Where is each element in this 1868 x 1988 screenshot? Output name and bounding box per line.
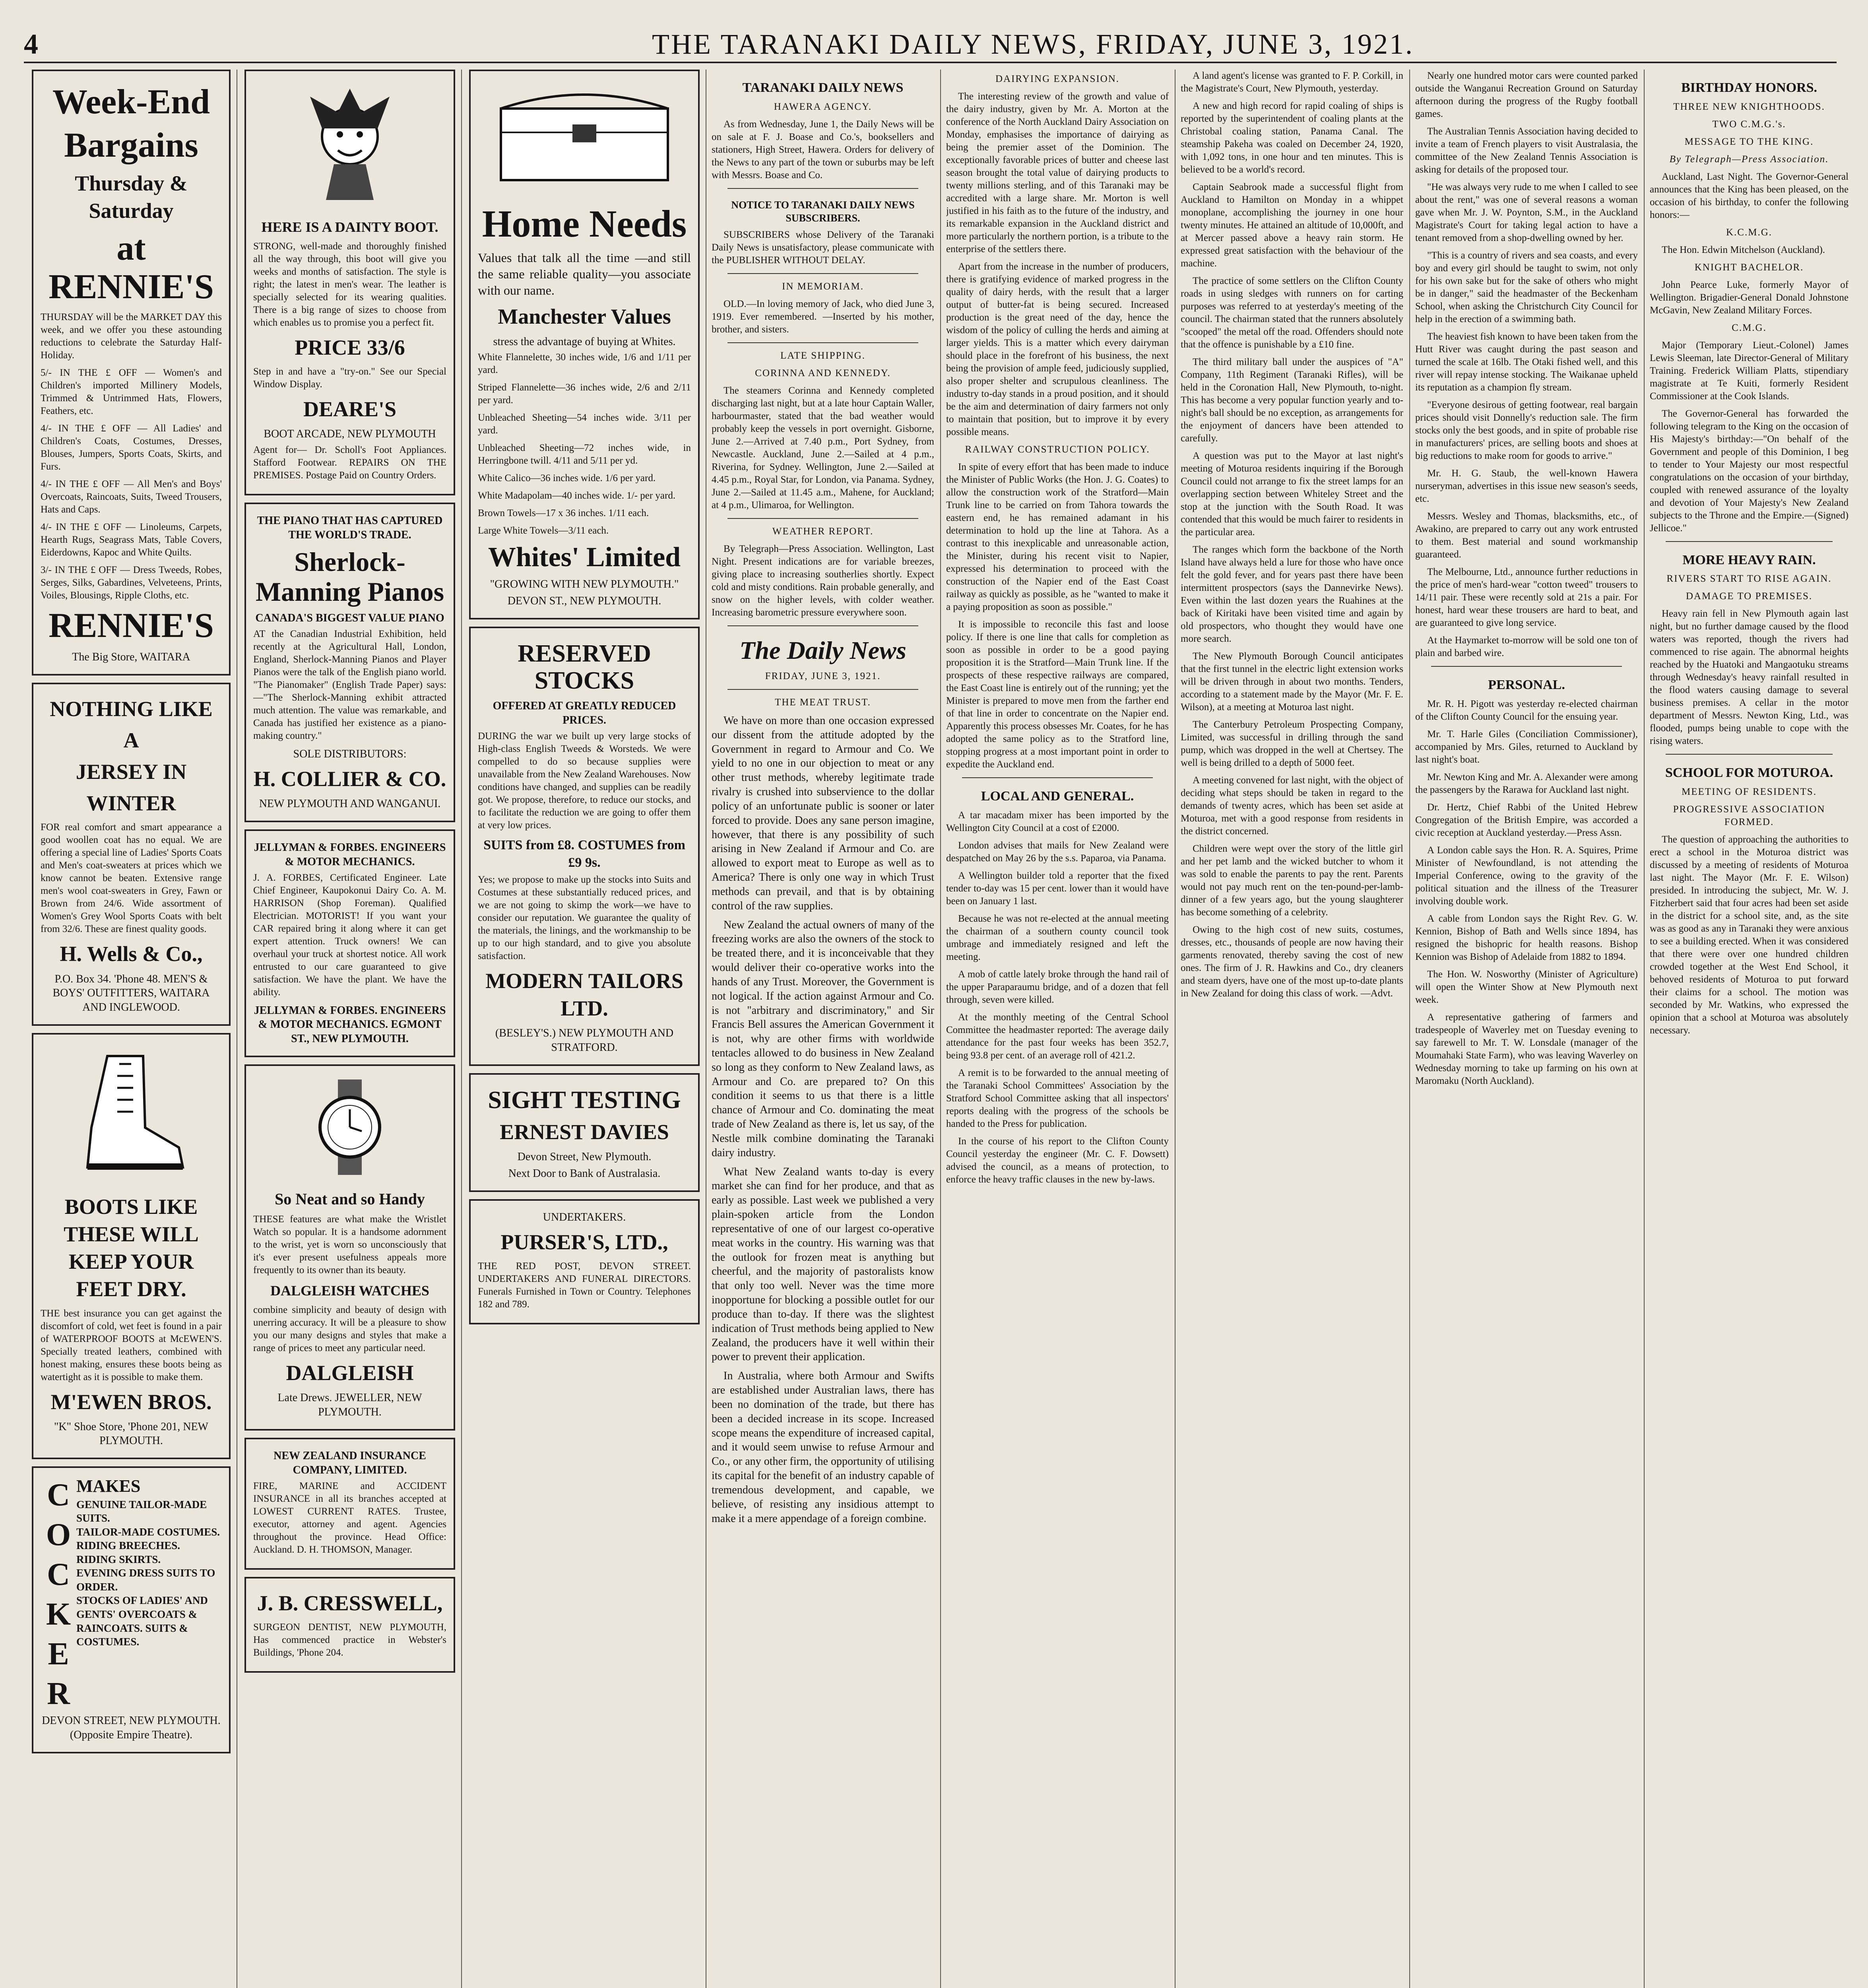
ad-firm-name: H. COLLIER & CO. bbox=[253, 767, 446, 791]
honor-heading: KNIGHT BACHELOR. bbox=[1694, 262, 1804, 273]
news-item: In the course of his report to the Clifton County Council yesterday the engineer (Mr. C. F. Dowsett) advised the council, as a means of protection, to enforce the heavy traffic clauses in the new by-laws. bbox=[946, 1136, 1169, 1185]
news-item: A meeting convened for last night, with the object of deciding what steps should be taken in regard to the demands of twenty acres, which has been set aside at Moturoa, met with a good response from residents in the district concerned. bbox=[1181, 775, 1403, 837]
news-item: Nearly one hundred motor cars were counted parked outside the Wanganui Recreation Ground on Saturday afternoon during the progress of the Rugby football games. bbox=[1415, 70, 1638, 119]
article-paragraph: The question of approaching the authorities to erect a school in the Moturoa district was discussed by a meeting of residents of Moturoa last night. The Mayor (Mr. F. E. Wilson) presided. In introducing the subject, Mr. W. J. Fitzherbert said that four acres had been set aside in the district for a school site, and, as the site was as good as any in Taranaki they were anxious to see a building erected. When it was considered that there were over one hundred children crowded together at the West End School, it behoved residents of Moturoa to put forward their claims for a school. The motion was seconded by Mr. Watkins, who expressed the opinion that a school at Moturoa was absolutely necessary. bbox=[1650, 834, 1849, 1036]
ad-body: AT the Canadian Industrial Exhibition, held recently at the Agricultural Hall, London, England, Sherlock-Manning Pianos and Player Pianos were the talk of the English piano world. "The Pianomaker" (English Trade Paper) says:—"The Sherlock-Manning exhibit attracted much attention. The value was remarkable, and Canada has justified her existence as a piano-making country." bbox=[253, 629, 446, 742]
editorial-paragraph: New Zealand the actual owners of many of the freezing works are also the owners of the stock to be treated there, and it is inconceivable that they would deliver their co-operative works into the hands of any Trust. Moreover, the Government is not logical. If the action against Armour and Co. is not "arbitrary and discriminatory," and Sir Francis Bell assures the American Government it is not, why are other firms with worldwide tentacles allowed to do business in New Zealand so long as they conform to New Zealand laws, as Armour and Co. are prepared to? On this condition it seems to us that there is a little chance of Armour and Co. dominating the meat trade of New Zealand as there is, let us say, of the Nestle milk combine dominating the Taranaki dairy industry. bbox=[712, 918, 934, 1159]
ad-item: RIDING SKIRTS. bbox=[76, 1553, 161, 1565]
ad-offer: 4/- IN THE £ OFF — Linoleums, Carpets, Hearth Rugs, Seagrass Mats, Table Covers, Eiderdowns, Kapoc and White Quilts. bbox=[41, 522, 222, 558]
article-paragraph: The interesting review of the growth and value of the dairy industry, given by Mr. A. Morton at the conference of the North Auckland Dairy Association on Monday, emphasises the importance of dairying as being the premier asset of the Dominion. The exceptionally favorable prices of butter and cheese last season brought the total value of dairying products to twenty millions sterling, and of this Taranaki may be accredited with a large share. Mr. Morton is well justified in his faith as to the future of the industry, and its remarkable expansion in the Auckland district and more particularly the northern portion, is a tribute to the enterprise of the settlers there. bbox=[946, 91, 1169, 254]
personal-item: Dr. Hertz, Chief Rabbi of the United Hebrew Congregation of the British Empire, was accorded a civic reception at Auckland yesterday.—Press Assn. bbox=[1415, 802, 1638, 838]
news-item: A tar macadam mixer has been imported by the Wellington City Council at a cost of £2000. bbox=[946, 810, 1169, 833]
ad-headline: Home Needs bbox=[482, 202, 687, 245]
column-5 bbox=[946, 70, 1169, 1988]
section-title: IN MEMORIAM. bbox=[782, 281, 864, 292]
news-item: The New Plymouth Borough Council anticipates that the first tunnel in the electric light extension works will be driven through in about two months. Tenders, according to a statement made by the Mayor (Mr. F. E. Wilson), at a meeting at Moturoa last night. bbox=[1181, 651, 1403, 712]
article-paragraph: Major (Temporary Lieut.-Colonel) James Lewis Sleeman, late Director-General of Military Training. Frederick William Platts, stipendiary magistrate at Te Kuiti, formerly Resident Commissioner at the Cook Islands. bbox=[1650, 340, 1849, 402]
news-item: "He was always very rude to me when I called to see about the rent," was one of several reasons a woman gave when Mr. J. W. Poynton, S.M., in the Auckland Magistrate's Court for taking legal action to have a tenant removed from a shop-dwelling owned by her. bbox=[1415, 182, 1638, 243]
ad-headline: HERE IS A DAINTY BOOT. bbox=[261, 219, 438, 235]
dalgleish-advert bbox=[244, 1064, 455, 1431]
besley-advert bbox=[469, 627, 700, 1066]
page-header bbox=[24, 28, 1837, 63]
news-item: A land agent's license was granted to F. P. Corkill, in the Magistrate's Court, New Plymouth, yesterday. bbox=[1181, 70, 1403, 94]
ad-body: FOR real comfort and smart appearance a good woollen coat has no equal. We are offering a special line of Ladies' Sports Coats and Men's coat-sweaters at prices which we know cannot be beaten. Extensive range men's wool coat-sweaters in Grey, Fawn or Brown from 24/6. Wide assortment of Women's Grey Wool Sports Coats with belt from 32/6. These are finest quality goods. bbox=[41, 822, 222, 935]
column-2 bbox=[244, 70, 455, 1988]
personal-item: Mr. R. H. Pigott was yesterday re-elected chairman of the Clifton County Council for the ensuing year. bbox=[1415, 698, 1638, 722]
ad-body: SURGEON DENTIST, NEW PLYMOUTH, Has commenced practice in Webster's Buildings, 'Phone 204. bbox=[253, 1621, 446, 1658]
divider bbox=[1666, 754, 1833, 755]
news-item: The Canterbury Petroleum Prospecting Company, Limited, was successful in drilling through the sand pump, which was dropped in the well at Chertsey. The well is being drilled to a depth of 5000 feet. bbox=[1181, 719, 1403, 768]
ad-body: STRONG, well-made and thoroughly finished all the way through, this boot will give you weeks and months of satisfaction. The style is right; the latest in men's wear. The leather is specially selected for its wearing qualities. There is a big range of sizes to choose from which enables us to promise you a perfect fit. bbox=[253, 241, 446, 328]
page-number: 4 bbox=[24, 28, 40, 60]
cresswell-advert bbox=[244, 1577, 455, 1673]
divider bbox=[727, 188, 918, 189]
news-item: The ranges which form the backbone of the North Island have always held a lure for those who have once felt the gold fever, and for years past there have been intermittent prospectors (says the Dannevirke News). Even within the last dozen years the Ruahines at the back of Kiritaki have been visited time and again by old prospectors, who thought they would have one more search. bbox=[1181, 544, 1403, 644]
section-title: WEATHER REPORT. bbox=[772, 526, 874, 537]
ad-address: (BESLEY'S.) NEW PLYMOUTH AND STRATFORD. bbox=[495, 1027, 674, 1054]
ad-headline: BOOTS LIKE THESE WILL KEEP YOUR FEET DRY. bbox=[64, 1195, 199, 1301]
divider bbox=[727, 689, 918, 690]
notice-subtitle: HAWERA AGENCY. bbox=[774, 101, 872, 112]
ad-body: DURING the war we built up very large stocks of High-class English Tweeds & Worsteds. We were compelled to do so because supplies were unavailable from the New Zealand Warehouses. Now conditions have changed, and supplies can be readily got. We propose, therefore, to reduce our stocks, and to facilitate the reduction we are going to offer them at very low prices. bbox=[478, 731, 691, 831]
ad-headline: SIGHT TESTING bbox=[488, 1086, 681, 1114]
news-item: A mob of cattle lately broke through the hand rail of the upper Paraparaumu bridge, and of a dozen that fell through, seven were killed. bbox=[946, 969, 1169, 1005]
ad-body: THESE features are what make the Wristlet Watch so popular. It is a handsome adornment to the wrist, yet is worn so unconsciously that it's ever present usefulness appeals more frequently to its owner than its beauty. bbox=[253, 1214, 446, 1276]
column-4 bbox=[712, 70, 934, 1988]
ad-address: P.O. Box 34. 'Phone 48. MEN'S & BOYS' OUTFITTERS, WAITARA AND INGLEWOOD. bbox=[52, 973, 210, 1014]
trunk-illustration bbox=[489, 85, 680, 188]
column-7 bbox=[1415, 70, 1638, 1988]
column-rule bbox=[461, 70, 462, 1988]
ad-firm-name: M'EWEN BROS. bbox=[50, 1390, 212, 1414]
section-title: LOCAL AND GENERAL. bbox=[981, 789, 1134, 804]
ad-address: DEVON STREET, NEW PLYMOUTH. (Opposite Empire Theatre). bbox=[42, 1714, 221, 1741]
ad-firm-sub: BOOT ARCADE, NEW PLYMOUTH bbox=[264, 428, 436, 441]
personal-item: The Hon. W. Nosworthy (Minister of Agriculture) will open the Winter Show at New Plymouth next week. bbox=[1415, 969, 1638, 1005]
ad-headline: JELLYMAN & FORBES. ENGINEERS & MOTOR MECHANICS. bbox=[254, 841, 446, 868]
news-item: Messrs. Wesley and Thomas, blacksmiths, etc., of Awakino, are prepared to carry out any work entrusted to them. Best material and sound workmanship guaranteed. bbox=[1415, 511, 1638, 560]
article-paragraph: John Pearce Luke, formerly Mayor of Wellington. Brigadier-General Donald Johnstone McGavin, New Zealand Military Forces. bbox=[1650, 279, 1849, 316]
ad-item: White Flannelette, 30 inches wide, 1/6 and 1/11 per yard. bbox=[478, 352, 691, 376]
ad-slogan: "GROWING WITH NEW PLYMOUTH." bbox=[490, 578, 679, 591]
article-subtitle: THREE NEW KNIGHTHOODS. bbox=[1673, 101, 1825, 112]
ad-headline: A bbox=[123, 728, 139, 753]
column-3 bbox=[469, 70, 700, 1988]
ad-item: Brown Towels—17 x 36 inches. 1/11 each. bbox=[478, 508, 649, 519]
column-6 bbox=[1181, 70, 1403, 1988]
editorial-title: THE MEAT TRUST. bbox=[775, 697, 871, 708]
ad-prices: SUITS from £8. COSTUMES from £9 9s. bbox=[483, 838, 685, 870]
cocker-advert bbox=[32, 1466, 231, 1753]
ad-offer: 5/- IN THE £ OFF — Women's and Children's imported Millinery Models, Trimmed & Untrimmed Hats, Flowers, Feathers, etc. bbox=[41, 367, 222, 417]
ad-headline: Week-End bbox=[52, 83, 210, 121]
divider bbox=[1431, 666, 1622, 667]
ad-headline: Bargains bbox=[64, 126, 198, 165]
shipping-body: The steamers Corinna and Kennedy completed discharging last night, but at a late hour Captain Waller, harbourmaster, stated that the bad weather would probably keep the vessels in port overnight. Gisborne, June 2.—Arrived at 7.40 p.m., Port Sydney, from Newcastle. Auckland, June 2.—Sailed at 4 p.m., Riverina, for Sydney. Wellington, June 2.—Sailed at 4.45 p.m., Royal Star, for London, via Panama. Sydney, June 2.—Sailed at 11.45 a.m., Mahene, for Auckland; at 4 p.m., Ulimaroa, for Wellington. bbox=[712, 385, 934, 511]
whites-advert bbox=[469, 70, 700, 619]
ad-body: J. A. FORBES, Certificated Engineer. Late Chief Engineer, Kaupokonui Dairy Co. A. M. HARRISON (Shop Foreman). Qualified Electrician. MOTORIST! If you want your CAR repaired bring it along where it can get expert attention. Truck owners! We can overhaul your truck at shortest notice. All work entrusted to our care guaranteed to give satisfaction. We have the plant. We have the ability. bbox=[253, 872, 446, 998]
article-subtitle: TWO C.M.G.'s. bbox=[1712, 118, 1786, 130]
personal-item: A representative gathering of farmers and tradespeople of Waverley met on Tuesday evening to say farewell to Mr. T. W. Lonsdale (manager of the Moumahaki State Farm), who was leaving Waverley on Wednesday morning to take up farming on his own at Maromaku (North Auckland). bbox=[1415, 1011, 1638, 1086]
wristwatch-illustration bbox=[306, 1079, 394, 1175]
ad-item: EVENING DRESS SUITS TO ORDER. bbox=[76, 1567, 215, 1593]
memoriam-body: OLD.—In loving memory of Jack, who died June 3, 1919. Ever remembered. —Inserted by his mother, brother, and sisters. bbox=[712, 299, 934, 335]
ad-firm-name: PURSER'S, LTD., bbox=[500, 1230, 668, 1254]
column-rule bbox=[940, 70, 941, 1988]
article-subtitle: MESSAGE TO THE KING. bbox=[1684, 136, 1814, 147]
divider bbox=[962, 777, 1153, 778]
section-subtitle: CORINNA AND KENNEDY. bbox=[755, 368, 891, 379]
ad-headline: So Neat and so Handy bbox=[275, 1190, 425, 1208]
news-item: A new and high record for rapid coaling of ships is reported by the superintendent of coaling plants at the Christobal coaling station, Panama Canal. The steamship Pakeha was coaled on December 24, 1920, with 1,092 tons, in one hour and ten minutes. This is believed to be a world's record. bbox=[1181, 101, 1403, 175]
ad-item: MAKES bbox=[76, 1476, 141, 1496]
article-title: MORE HEAVY RAIN. bbox=[1682, 552, 1816, 567]
collier-advert bbox=[244, 503, 455, 822]
notice-title: NOTICE TO TARANAKI DAILY NEWS SUBSCRIBERS. bbox=[731, 199, 915, 224]
editorial-paragraph: We have on more than one occasion expressed our dissent from the attitude adopted by the Government in regard to Armour and Co. We yield to no one in our objection to meat or any other trust methods, whereby legitimate trade rivalry is crushed into subservience to the dollar policy of an unfortunate public is sooner or later forced to provide. Does any sane person imagine, however, that there is any possibility of such arising in New Zealand if Armour and Co. are allowed to export meat to Europe as well as to America? There is only one way in which Trust methods can prevail, and that is by obtaining control of the raw supplies. bbox=[712, 714, 934, 912]
article-title: DAIRYING EXPANSION. bbox=[995, 74, 1120, 84]
ad-firm-name: MODERN TAILORS LTD. bbox=[485, 969, 683, 1021]
article-paragraph: The Hon. Edwin Mitchelson (Auckland). bbox=[1662, 244, 1825, 255]
section-title: LATE SHIPPING. bbox=[780, 350, 866, 361]
news-item: A remit is to be forwarded to the annual meeting of the Taranaki School Committees' Association by the Stratford School Committee asking that all inspectors' reports dealing with the progress of the schools be handed to the Press for publication. bbox=[946, 1067, 1169, 1129]
ad-address: DEVON ST., NEW PLYMOUTH. bbox=[507, 595, 661, 608]
divider bbox=[727, 518, 918, 519]
ad-firm-name: J. B. CRESSWELL, bbox=[257, 1591, 443, 1615]
ad-footer-sub: The Big Store, WAITARA bbox=[72, 651, 190, 664]
column-rule bbox=[1644, 70, 1645, 1988]
news-item: "This is a country of rivers and sea coasts, and every boy and every girl should be taught to swim, not only for his own sake but for the sake of others who might be in danger," said the headmaster of the Beckenham School, when asking the Christchurch City Council for help in the erection of a swimming bath. bbox=[1415, 250, 1638, 324]
ad-address: Devon Street, New Plymouth. bbox=[517, 1151, 652, 1163]
davies-advert bbox=[469, 1073, 700, 1192]
ad-body: THE RED POST, DEVON STREET. UNDERTAKERS AND FUNERAL DIRECTORS. Funerals Furnished in Town or Country. Telephones 182 and 789. bbox=[478, 1260, 691, 1310]
ad-category: UNDERTAKERS. bbox=[543, 1211, 626, 1223]
ad-item: White Calico—36 inches wide. 1/6 per yard. bbox=[478, 473, 656, 484]
news-item: Captain Seabrook made a successful flight from Auckland to Hamilton on Monday in a whippet monoplane, accomplishing the journey in one hour twenty minutes. He attained an altitude of 10,000ft, and at Mercer passed above a heavy rain storm. He expressed great satisfaction with the behaviour of the machine. bbox=[1181, 182, 1403, 269]
ad-headline: NOTHING LIKE bbox=[50, 697, 213, 721]
ad-location: Next Door to Bank of Australasia. bbox=[508, 1167, 661, 1180]
news-item: At the Haymarket to-morrow will be sold one ton of plain and barbed wire. bbox=[1415, 635, 1638, 658]
vertical-name: C O C K E R bbox=[46, 1477, 71, 1712]
rennie-advert bbox=[32, 70, 231, 676]
ad-firm-name: Whites' Limited bbox=[488, 542, 681, 573]
ad-address: "K" Shoe Store, 'Phone 201, NEW PLYMOUTH. bbox=[54, 1420, 208, 1447]
masthead: The Daily News bbox=[739, 636, 906, 665]
ad-body: FIRE, MARINE and ACCIDENT INSURANCE in all its branches accepted at LOWEST CURRENT RATES. Trustee, executor, attorney and agent. Agencies throughout the province. Head Office: Auckland. D. H. THOMSON, Manager. bbox=[253, 1480, 446, 1555]
personal-item: Mr. T. Harle Giles (Conciliation Commissioner), accompanied by Mrs. Giles, returned to Auckland by last night's boat. bbox=[1415, 728, 1638, 765]
article-title: RAILWAY CONSTRUCTION POLICY. bbox=[965, 444, 1150, 455]
article-subtitle: RIVERS START TO RISE AGAIN. bbox=[1666, 573, 1832, 584]
article-paragraph: The Governor-General has forwarded the following telegram to the King on the occasion of His Majesty's birthday:—"On behalf of the Government and people of this Dominion, I beg to tender to Your Majesty our most respectful congratulations on the occasion of your birthday, coupled with renewed assurance of the loyalty and devotion of Your Majesty's New Zealand subjects to the Throne and the Empire.—(Signed) Jellicoe." bbox=[1650, 408, 1849, 534]
news-item: "Everyone desirous of getting footwear, real bargain prices should visit Donnelly's reduction sale. The firm stocks only the best goods, and in spite of probable rise in manufacturers' prices, are selling boots and shoes at big reductions to make room for goods to arrive." bbox=[1415, 400, 1638, 461]
ad-item: Large White Towels—3/11 each. bbox=[478, 525, 609, 536]
ad-subheadline: Thursday & Saturday bbox=[75, 171, 188, 223]
news-item: Children were wept over the story of the little girl and her pet lamb and the wicked butcher to whom it was sold to enable the parents to pay the rent. Parents would not pay much rent on the ten-pound-per-lamb-dinner of a few years ago, but the young slaughterer has become something of a celebrity. bbox=[1181, 843, 1403, 918]
ad-store-name: at RENNIE'S bbox=[48, 229, 214, 306]
divider bbox=[727, 273, 918, 274]
section-title: PERSONAL. bbox=[1488, 678, 1565, 692]
ad-subheadline-2: stress the advantage of buying at Whites. bbox=[493, 335, 676, 348]
edition-date: FRIDAY, JUNE 3, 1921. bbox=[765, 670, 881, 681]
article-title: BIRTHDAY HONORS. bbox=[1681, 80, 1818, 95]
ad-body: THE best insurance you can get against the discomfort of cold, wet feet is found in a pair of WATERPROOF BOOTS at McEWEN'S. Specially treated leathers, combined with honest making, ensures these boots being as watertight as it is possible to make them. bbox=[41, 1308, 222, 1382]
news-item: Because he was not re-elected at the annual meeting the chairman of a southern county council took umbrage and immediately resigned and left the meeting. bbox=[946, 913, 1169, 962]
ad-headline: NEW ZEALAND INSURANCE COMPANY, LIMITED. bbox=[274, 1450, 426, 1476]
ad-headline: Sherlock-Manning Pianos bbox=[255, 546, 444, 607]
ad-offer: 4/- IN THE £ OFF — All Men's and Boys' Overcoats, Raincoats, Suits, Tweed Trousers, Hats and Caps. bbox=[41, 479, 222, 515]
article-title: SCHOOL FOR MOTUROA. bbox=[1665, 765, 1833, 780]
divider bbox=[727, 342, 918, 343]
honor-heading: C.M.G. bbox=[1732, 322, 1767, 333]
ad-body: Values that talk all the time —and still the same reliable quality—you associate with our name. bbox=[478, 250, 691, 297]
byline: By Telegraph—Press Association. bbox=[1669, 153, 1829, 165]
ad-offer: 3/- IN THE £ OFF — Dress Tweeds, Robes, Serges, Silks, Gabardines, Velveteens, Prints, Voiles, Blousings, Ripple Cloths, etc. bbox=[41, 565, 222, 601]
news-item: Mr. H. G. Staub, the well-known Hawera nurseryman, advertises in this issue new season's seeds, etc. bbox=[1415, 468, 1638, 504]
jester-illustration bbox=[294, 85, 405, 204]
ad-body: Yes; we propose to make up the stocks into Suits and Costumes at these substantially reduced prices, and we are not going to skimp the work—we have to consider our reputation. We guarantee the quality of the materials, the linings, and the workmanship to be up to our high standard, and to give you absolute satisfaction. bbox=[478, 874, 691, 962]
ad-item: Unbleached Sheeting—72 inches wide, in Herringbone twill. 4/11 and 5/11 per yd. bbox=[478, 443, 691, 466]
column-1 bbox=[32, 70, 231, 1988]
ad-address: Late Drews. JEWELLER, NEW PLYMOUTH. bbox=[277, 1392, 422, 1419]
newspaper-title: THE TARANAKI DAILY NEWS, FRIDAY, JUNE 3, 1921. bbox=[652, 28, 1414, 60]
ad-body: combine simplicity and beauty of design with unerring accuracy. It will be a pleasure to show you our many designs and styles that make a range of prices to meet any particular need. bbox=[253, 1305, 446, 1354]
news-item: The Australian Tennis Association having decided to invite a team of French players to visit Australasia, the committee of the New Zealand Tennis Association is asking for details of the proposed tour. bbox=[1415, 126, 1638, 175]
ad-offered: OFFERED AT GREATLY REDUCED PRICES. bbox=[493, 700, 676, 727]
wells-advert bbox=[32, 683, 231, 1026]
mcewen-advert bbox=[32, 1033, 231, 1459]
ad-offer: 4/- IN THE £ OFF — All Ladies' and Children's Coats, Costumes, Dresses, Blouses, Jumpers, Sports Coats, Skirts, and Furs. bbox=[41, 423, 222, 472]
editorial-paragraph: In Australia, where both Armour and Swifts are established under Australian laws, there has been no domination of the trade, but there has been a decided increase in its scope. Increased scope means the expenditure of increased capital, and it would seem unwise to refuse Armour and Co., or any other firm, the opportunity of utilising its capital for the benefit of an industry capable of tremendous development, and capable, we believe, of resisting any insidious attempt to make it a mere appendage of a foreign combine. bbox=[712, 1370, 934, 1525]
ad-product-name: DALGLEISH WATCHES bbox=[270, 1283, 429, 1299]
news-item: The heaviest fish known to have been taken from the Hutt River was caught during the past season and turned the scale at 16lb. The Otaki fished well, and this river will repay intense stocking. The Waikanae upheld its reputation as a champion fly stream. bbox=[1415, 331, 1638, 393]
ad-distributors-label: SOLE DISTRIBUTORS: bbox=[293, 748, 407, 761]
ad-subheadline: Manchester Values bbox=[498, 305, 671, 329]
insurance-advert bbox=[244, 1438, 455, 1570]
ad-subheadline: CANADA'S BIGGEST VALUE PIANO bbox=[255, 612, 444, 625]
personal-item: Mr. Newton King and Mr. A. Alexander were among the passengers by the Rarawa for Auckland last night. bbox=[1415, 771, 1638, 795]
notice-body: As from Wednesday, June 1, the Daily News will be on sale at F. J. Boase and Co.'s, booksellers and stationers, High Street, Hawera. Orders for delivery of the News to any part of the town or suburbs may be left with Messrs. Boase and Co. bbox=[712, 118, 934, 181]
article-subtitle: PROGRESSIVE ASSOCIATION FORMED. bbox=[1673, 804, 1825, 827]
ad-headline: WINTER bbox=[86, 791, 176, 815]
ad-headline: RESERVED STOCKS bbox=[518, 640, 651, 695]
ad-address: NEW PLYMOUTH AND WANGANUI. bbox=[259, 798, 441, 810]
news-item: Owing to the high cost of new suits, costumes, dresses, etc., thousands of people are now having their garments renovated, thereby saving the cost of new ones. The firm of J. R. Hawkins and Co., dry cleaners and steam dyers, have one of the most up-to-date plants in New Zealand for doing this class of work. —Advt. bbox=[1181, 924, 1403, 999]
deare-advert bbox=[244, 70, 455, 495]
notice-title: TARANAKI DAILY NEWS bbox=[742, 80, 904, 95]
ad-footer: JELLYMAN & FORBES. ENGINEERS & MOTOR MECHANICS. EGMONT ST., NEW PLYMOUTH. bbox=[254, 1004, 446, 1045]
ad-firm-name: H. Wells & Co., bbox=[60, 942, 203, 966]
ad-footer-name: RENNIE'S bbox=[48, 606, 214, 645]
ad-agent: Agent for— Dr. Scholl's Foot Appliances. Stafford Footwear. REPAIRS ON THE PREMISES. Postage Paid on Country Orders. bbox=[253, 445, 446, 481]
ad-note: Step in and have a "try-on." See our Special Window Display. bbox=[253, 366, 446, 390]
personal-item: A cable from London says the Right Rev. G. W. Kennion, Bishop of Bath and Wells since 1894, has resigned the bishopric for health reasons. Bishop Kennion was Bishop of Adelaide from 1882 to 1894. bbox=[1415, 913, 1638, 962]
honor-heading: K.C.M.G. bbox=[1726, 227, 1772, 238]
news-item: London advises that mails for New Zealand were despatched on May 26 by the s.s. Paparoa, via Panama. bbox=[946, 840, 1169, 864]
news-item: The Melbourne, Ltd., announce further reductions in the price of men's hard-wear "cotton tweed" trousers to 14/11 pair. These were recently sold at 21s a pair. For honest, hard wear these trousers are hard to beat, and are guaranteed to give long service. bbox=[1415, 567, 1638, 628]
notice-body: SUBSCRIBERS whose Delivery of the Taranaki Daily News is unsatisfactory, please communicate with the PUBLISHER WITHOUT DELAY. bbox=[712, 229, 934, 266]
article-subtitle: DAMAGE TO PREMISES. bbox=[1686, 591, 1813, 602]
article-paragraph: Apart from the increase in the number of producers, there is gratifying evidence of marked progress in the quality of dairy herds, with the result that a larger output of butter-fat is being secured. Increased production is the great need of the day, hence the wisdom of the policy of culling the herds and aiming at larger yields. This is a matter which every dairyman should place in the forefront of his business, the next being the provision of ample feed, judiciously supplied, also proper shelter and scrupulous cleanliness. The industry to-day stands in a proud position, and it should be the aim and determination of dairy farmers not only to maintain that position, but to improve it by every possible means. bbox=[946, 261, 1169, 437]
column-rule bbox=[1175, 70, 1176, 1988]
ad-item: STOCKS OF LADIES' AND GENTS' OVERCOATS & RAINCOATS. SUITS & COSTUMES. bbox=[76, 1594, 208, 1648]
article-paragraph: Auckland, Last Night. The Governor-General announces that the King has been pleased, on the occasion of his birthday, to confer the following honors:— bbox=[1650, 171, 1849, 220]
news-item: The third military ball under the auspices of "A" Company, 11th Regiment (Taranaki Rifles), will be held in the Coronation Hall, New Plymouth, to-night. This has become a very popular function yearly and to-night's ball should be no exception, as arrangements for the enjoyment of dancers have been attended to carefully. bbox=[1181, 357, 1403, 444]
ad-price: PRICE 33/6 bbox=[295, 336, 405, 360]
editorial-paragraph: What New Zealand wants to-day is every market she can find for her produce, and that as early as possible. Last week we published a very plain-spoken article from the London representative of one of our largest co-operative meat works in the country. His warning was that the outlook for frozen meat is anything but cheerful, and the majority of pastoralists know that only too well. Never was the time more inopportune for blocking a possible outlet for our produce than to-day. If there was the slightest indication of Trust methods being applied to New Zealand, the producers have it well within their power to prevent their application. bbox=[712, 1165, 934, 1363]
article-paragraph: In spite of every effort that has been made to induce the Minister of Public Works (the Hon. J. G. Coates) to allow the construction work of the Stratford—Main Trunk line to be carried on from Tahora towards the eastern end, he has remained adamant in his determination to hold up the line at Tahora. As a contrast to this inexplicable and unreasonable action, the Minister, during his recent visit to Napier, expressed his determination to proceed with the construction of the Napier end of the East Coast railway as quickly as possible, as he "wanted to make it a paying proposition as soon as possible." bbox=[946, 462, 1169, 612]
weather-body: By Telegraph—Press Association. Wellington, Last Night. Present indications are for variable breezes, giving place to increasing southerlies shortly. Expect cold and misty conditions. Rain probable generally, and snow on the higher levels, with colder weather. Increasing barometric pressure everywhere soon. bbox=[712, 544, 934, 618]
column-8 bbox=[1650, 70, 1849, 1988]
ad-item: GENUINE TAILOR-MADE SUITS. bbox=[76, 1498, 207, 1524]
divider bbox=[727, 625, 918, 626]
ad-item: RIDING BREECHES. bbox=[76, 1540, 180, 1552]
news-item: The practice of some settlers on the Clifton County roads in using sledges with runners on for carting purposes was referred to at yesterday's meeting of the council. The chairman stated that the runners absolutely "scooped" the metal off the road. Offenders should note that the offence is punishable by a £10 fine. bbox=[1181, 276, 1403, 350]
jellyman-advert bbox=[244, 829, 455, 1057]
ad-firm-name: ERNEST DAVIES bbox=[500, 1120, 669, 1144]
ad-item: Unbleached Sheeting—54 inches wide. 3/11 per yard. bbox=[478, 412, 691, 436]
ad-item: TAILOR-MADE COSTUMES. bbox=[76, 1526, 220, 1538]
article-paragraph: Heavy rain fell in New Plymouth again last night, but no further damage caused by the flood waters was reported, though the rivers had commenced to rise again. The abnormal heights reached by the Huatoki and Mangaotuku streams through Wednesday's heavy rainfall resulted in the flood waters causing damage to several business premises. A cellar in the motor department of Messrs. Newton King, Ltd., was flooded, pumps being unable to cope with the rising waters. bbox=[1650, 608, 1849, 747]
news-item: A question was put to the Mayor at last night's meeting of Moturoa residents inquiring if the Borough Council could not arrange to fix the street lamps for an overlapping section between Whiteley Street and the stop at the junction with the South Road. It was contended that this would be much fairer to residents in the particular area. bbox=[1181, 450, 1403, 538]
ad-item: Striped Flannelette—36 inches wide, 2/6 and 2/11 per yard. bbox=[478, 382, 691, 406]
ad-tag: THE PIANO THAT HAS CAPTURED THE WORLD'S TRADE. bbox=[257, 514, 443, 541]
article-paragraph: It is impossible to reconcile this fast and loose policy. If there is one line that calls for completion as soon as possible in order to be a good paying proposition it is the Stratford—Main Trunk line. If the prospects of these respective railways are compared, the East Coast line is entirely out of the running; yet the Minister is prepared to move men from the farther end of that line in order to concentrate on the Napier end. Apparently this process obsesses Mr. Coates, for he has adopted the same policy as to the Stratford line, stopping progress at a most important point in order to expedite the Auckland end. bbox=[946, 619, 1169, 770]
column-rule bbox=[1409, 70, 1410, 1988]
boot-illustration bbox=[72, 1048, 191, 1179]
personal-item: A London cable says the Hon. R. A. Squires, Prime Minister of Newfoundland, is not attending the Imperial Conference, owing to the gravity of the political situation and the illness of the Treasurer involving double work. bbox=[1415, 845, 1638, 907]
article-subtitle: MEETING OF RESIDENTS. bbox=[1682, 786, 1817, 797]
news-item: At the monthly meeting of the Central School Committee the headmaster reported: The average daily attendance for the past four weeks has been 352.7, being 93.8 per cent. of an average roll of 421.2. bbox=[946, 1011, 1169, 1061]
purser-advert bbox=[469, 1199, 700, 1324]
ad-body: THURSDAY will be the MARKET DAY this week, and we offer you these astounding reductions to celebrate the Saturday Half-Holiday. bbox=[41, 312, 222, 361]
ad-firm-name: DEARE'S bbox=[303, 397, 397, 421]
divider bbox=[1666, 541, 1833, 542]
news-item: A Wellington builder told a reporter that the fixed tender to-day was 15 per cent. lower than it would have been on January 1 last. bbox=[946, 870, 1169, 907]
ad-item: White Madapolam—40 inches wide. 1/- per yard. bbox=[478, 490, 676, 501]
ad-headline: JERSEY IN bbox=[76, 760, 187, 784]
ad-firm-name: DALGLEISH bbox=[286, 1361, 414, 1385]
